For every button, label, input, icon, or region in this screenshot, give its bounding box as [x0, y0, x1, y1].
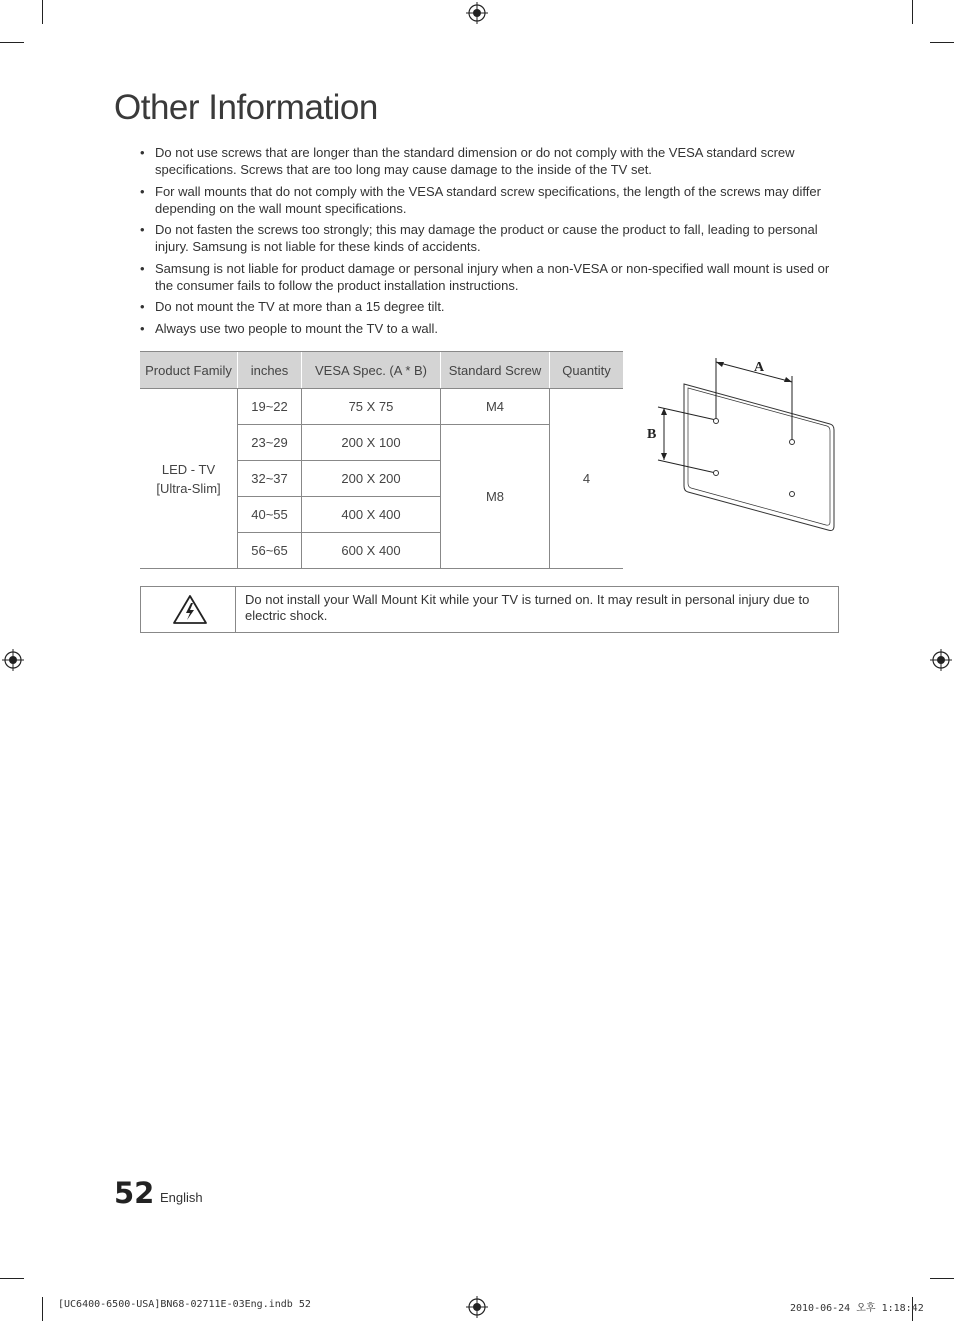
vesa-cell: 200 X 100 [302, 425, 441, 461]
quantity-cell: 4 [550, 389, 624, 569]
crop-mark [0, 42, 24, 43]
dimension-label-a: A [754, 360, 765, 375]
footer-file-name: [UC6400-6500-USA]BN68-02711E-03Eng.indb 52 [58, 1299, 311, 1310]
registration-mark-icon [466, 1296, 488, 1318]
crop-mark [42, 0, 43, 24]
table-header-row [140, 352, 623, 389]
list-item-text: Samsung is not liable for product damage or personal injury when a non-VESA or non-specified wall mount is used or the consumer fails to follow the product installation instructions. [155, 260, 830, 293]
crop-mark [930, 1278, 954, 1279]
registration-mark-icon [930, 649, 952, 671]
vesa-cell: 200 X 200 [302, 461, 441, 497]
page-number: 52 [114, 1176, 155, 1210]
list-item: • For wall mounts that do not comply with the VESA standard screw specifications, the length of the screws may differ depending on the wall mount specifications. [140, 183, 821, 216]
warning-box [140, 586, 839, 633]
page-language: English [160, 1190, 203, 1205]
list-item-text: Always use two people to mount the TV to a wall. [155, 320, 439, 336]
inches-cell: 56~65 [238, 533, 302, 569]
list-item: • Samsung is not liable for product damage or personal injury when a non-VESA or non-specified wall mount is used or the consumer fails to follow the product installation instructions. [140, 260, 830, 293]
vesa-cell: 400 X 400 [302, 497, 441, 533]
list-item-text: For wall mounts that do not comply with the VESA standard screw specifications, the length of the screws may differ depending on the wall mount specifications. [155, 183, 821, 216]
page-title: Other Information [114, 88, 378, 127]
inches-cell: 32~37 [238, 461, 302, 497]
column-header: Quantity [550, 352, 624, 389]
warning-text: Do not install your Wall Mount Kit while your TV is turned on. It may result in personal injury due to electric shock. [245, 592, 810, 623]
crop-mark [0, 1278, 24, 1279]
inches-cell: 19~22 [238, 389, 302, 425]
column-header: VESA Spec. (A * B) [302, 352, 441, 389]
vesa-cell: 600 X 400 [302, 533, 441, 569]
list-item: • Do not mount the TV at more than a 15 degree tilt. [140, 299, 445, 314]
dimension-label-b: B [647, 427, 657, 442]
column-header: Standard Screw [441, 352, 550, 389]
warning-icon-cell [141, 587, 236, 632]
product-family-line: [Ultra-Slim] [156, 480, 221, 496]
vesa-spec-table [140, 351, 623, 569]
electric-shock-warning-icon [172, 594, 208, 625]
column-header: inches [238, 352, 302, 389]
footer-date: 2010-06-24 오후 1:18:42 [790, 1303, 924, 1314]
list-item: • Always use two people to mount the TV to a wall. [140, 320, 439, 336]
table-row [140, 389, 623, 425]
list-item-text: Do not fasten the screws too strongly; this may damage the product or cause the product to fall, leading to personal injury. Samsung is not liable for these kinds of accidents. [155, 222, 818, 254]
list-item-text: Do not use screws that are longer than the standard dimension or do not comply with the VESA standard screw specifications. Screws that are too long may cause damage to the inside of the TV set. [155, 145, 795, 177]
list-item: • Do not fasten the screws too strongly; this may damage the product or cause the product to fall, leading to personal injury. Samsung is not liable for these kinds of accidents. [140, 222, 818, 254]
column-header: Product Family [140, 352, 238, 389]
product-family-line: LED - TV [161, 461, 216, 477]
crop-mark [42, 1297, 43, 1321]
vesa-cell: 75 X 75 [302, 389, 441, 425]
crop-mark [912, 0, 913, 24]
screw-cell: M4 [441, 389, 550, 425]
inches-cell: 23~29 [238, 425, 302, 461]
list-item-text: Do not mount the TV at more than a 15 degree tilt. [155, 299, 445, 314]
inches-cell: 40~55 [238, 497, 302, 533]
tv-wall-mount-diagram [640, 352, 840, 537]
crop-mark [930, 42, 954, 43]
registration-mark-icon [466, 2, 488, 24]
screw-cell: M8 [441, 425, 550, 569]
list-item: • Do not use screws that are longer than the standard dimension or do not comply with the VESA standard screw specifications. Screws that are too long may cause damage to the inside of the TV set. [140, 145, 795, 177]
product-family-cell [140, 389, 238, 569]
registration-mark-icon [2, 649, 24, 671]
bullet-list [138, 144, 843, 341]
